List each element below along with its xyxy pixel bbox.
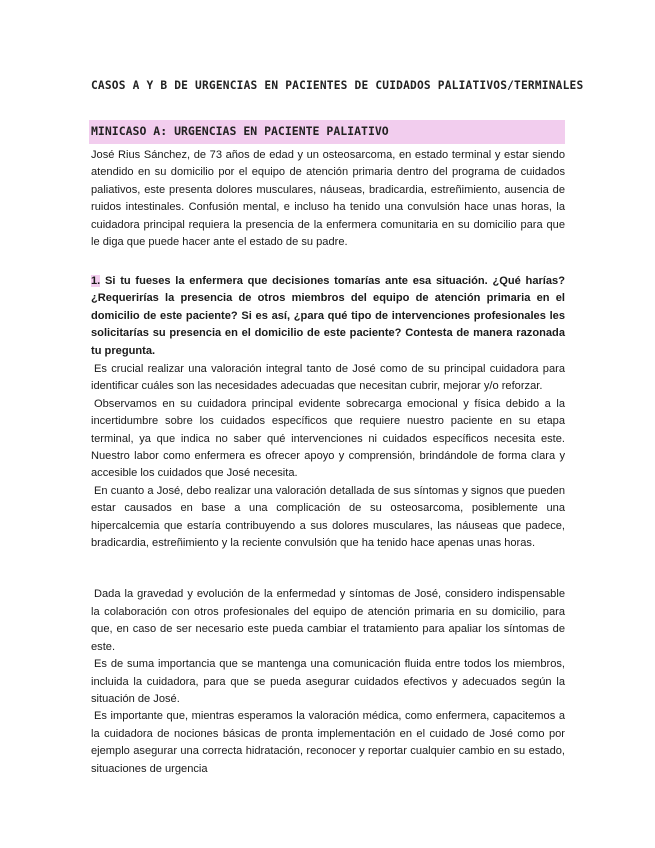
paragraph-gap [91,552,565,569]
question-paragraph [91,273,565,360]
answer-paragraph: Dada la gravedad y evolución de la enfermedad y síntomas de José, considero indispensable la colaboración con otros profesionales del equipo de atención primaria en su domicilio, para que, en caso de ser necesario este pueda cambiar el tratamiento para apaliar los síntomas de este. [91,588,565,653]
question-text: Si tu fueses la enfermera que decisiones tomarías ante esa situación. ¿Qué harías? ¿Requerirías la presencia de otros miembros del equipo de atención primaria en el domicilio de este paciente? Si es así, ¿para qué tipo de intervenciones profesionales les solicitarías su presencia en el domicilio de este paciente? Contesta de manera razonada tu pregunta. [91,275,565,357]
answer-paragraph: Es crucial realizar una valoración integral tanto de José como de su principal cuidadora para identificar cuáles son las necesidades adecuadas que necesitan cubrir, mejorar y/o reforzar. [91,363,565,393]
section-header [89,120,565,144]
section-title: MINICASO A: URGENCIAS EN PACIENTE PALIATIVO [91,124,389,138]
question-number: 1. [91,275,101,287]
answer-paragraph: Es de suma importancia que se mantenga una comunicación fluida entre todos los miembros, incluida la cuidadora, para que se pueda asegurar cuidados efectivos y adecuados según la situación de José. [91,658,565,705]
answer-paragraph: Observamos en su cuidadora principal evidente sobrecarga emocional y física debido a la incertidumbre sobre los cuidados específicos que requiere nuestro paciente en su etapa terminal, ya que indica no saber qué intervenciones ni cuidados específicos necesita este. Nuestro labor como enfermera es ofrecer apoyo y comprensión, brindándole de forma clara y accesible los cuidados que José necesita. [91,397,565,480]
answer-paragraph: Es importante que, mientras esperamos la valoración médica, como enfermera, capacitemos a la cuidadora de nociones básicas de pronta implementación en el cuidado de José como por ejemplo asegurar una correcta hidratación, reconocer y reportar cualquier cambio en su estado, situaciones de urgencia [91,710,565,775]
answer-paragraph: En cuanto a José, debo realizar una valoración detallada de sus síntomas y signos que pueden estar causados en base a una complicación de su osteosarcoma, posiblemente una hipercalcemia que estaría contribuyendo a sus dolores musculares, las náuseas que padece, bradicardia, estreñimiento y la reciente convulsión que ha tenido hace apenas unas horas. [91,484,565,550]
intro-paragraph: José Rius Sánchez, de 73 años de edad y un osteosarcoma, en estado terminal y estar siendo atendido en su domicilio por el equipo de atención primaria dentro del programa de cuidados paliativos, este presenta dolores musculares, náuseas, bradicardia, estreñimiento, ausencia de ruidos intestinales. Confusión mental, e incluso ha tenido una convulsión hace unas horas, la cuidadora principal requiera la presencia de la enfermera comunitaria en su domicilio para que le diga que puede hacer ante el estado de su padre. [91,149,565,249]
document-title: CASOS A Y B DE URGENCIAS EN PACIENTES DE CUIDADOS PALIATIVOS/TERMINALES [91,79,584,92]
answer-section [91,361,565,778]
paragraph-gap [91,569,565,586]
